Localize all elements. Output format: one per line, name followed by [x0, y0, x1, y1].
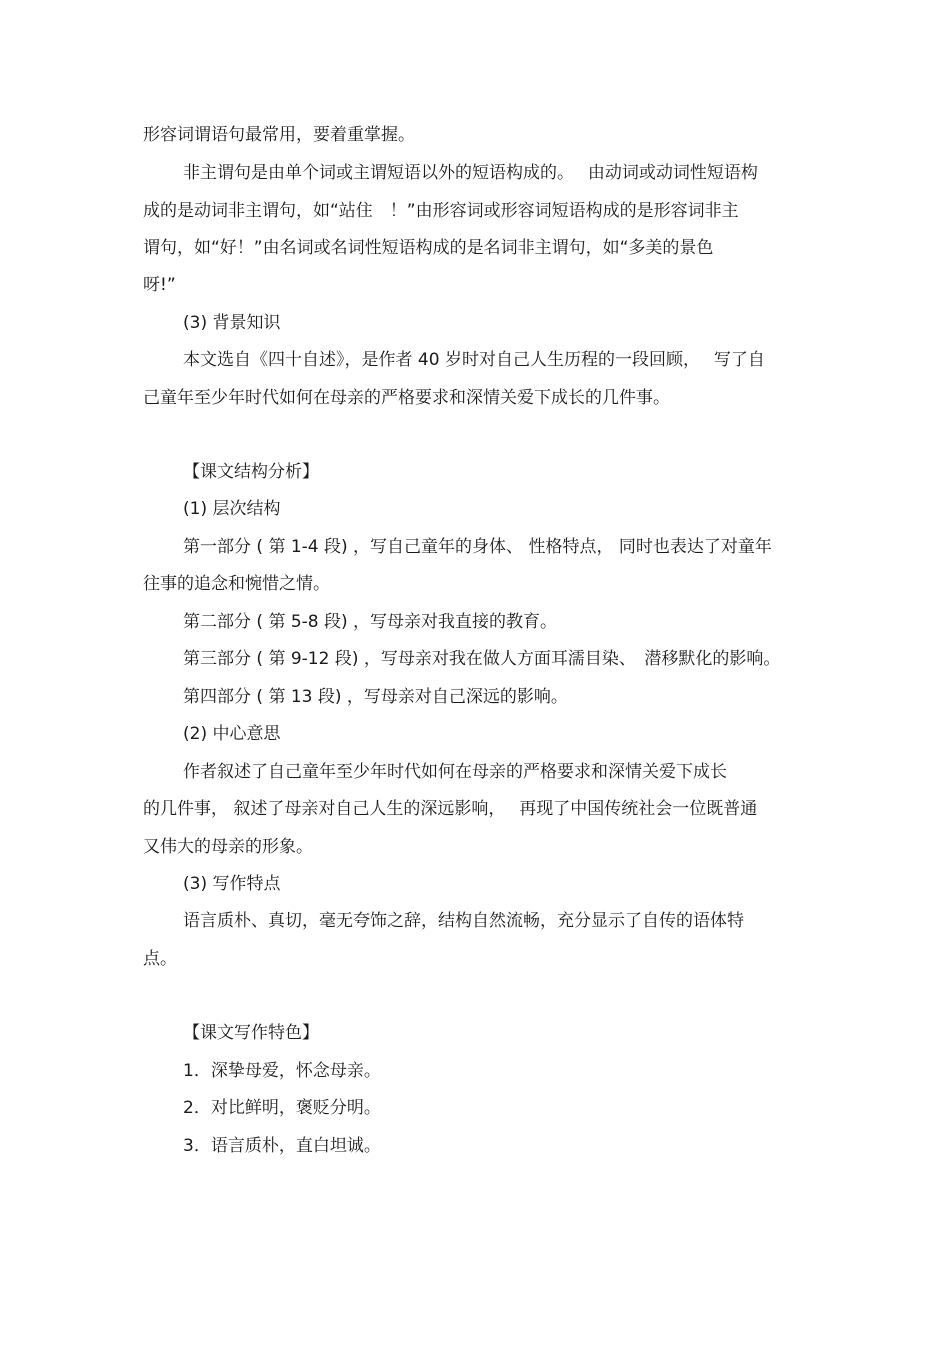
- section-heading: (3) 写作特点: [183, 874, 281, 894]
- section-heading: (3) 背景知识: [183, 313, 281, 333]
- block-heading: 【课文写作特色】: [183, 1023, 319, 1043]
- text-line: 点。: [143, 949, 177, 969]
- text-line: 往事的追念和惋惜之情。: [143, 574, 330, 594]
- section-heading: (1) 层次结构: [183, 499, 281, 519]
- section-heading: (2) 中心意思: [183, 724, 281, 744]
- text-line: 第三部分 ( 第 9-12 段) ，写母亲对我在做人方面耳濡目染、 潜移默化的影响。: [183, 649, 781, 669]
- text-line: 本文选自《四十自述》，是作者 40 岁时对自己人生历程的一段回顾， 写了自: [183, 350, 765, 370]
- text-line: 呀!”: [143, 275, 176, 295]
- text-line: 第四部分 ( 第 13 段) ，写母亲对自己深远的影响。: [183, 687, 568, 707]
- text-line: 形容词谓语句最常用，要着重掌握。: [143, 125, 415, 145]
- text-line: 己童年至少年时代如何在母亲的严格要求和深情关爱下成长的几件事。: [143, 388, 670, 408]
- list-item: 3．语言质朴，直白坦诚。: [183, 1136, 381, 1156]
- text-line: 非主谓句是由单个词或主谓短语以外的短语构成的。 由动词或动词性短语构: [183, 163, 758, 183]
- text-line: 成的是动词非主谓句，如“站住 ！”由形容词或形容词短语构成的是形容词非主: [143, 201, 739, 221]
- text-line: 语言质朴、真切，毫无夸饰之辞，结构自然流畅，充分显示了自传的语体特: [183, 911, 744, 931]
- text-line: 的几件事， 叙述了母亲对自己人生的深远影响， 再现了中国传统社会一位既普通: [143, 799, 758, 819]
- list-item: 2．对比鲜明，褒贬分明。: [183, 1098, 381, 1118]
- text-line: 又伟大的母亲的形象。: [143, 837, 313, 857]
- text-line: 第一部分 ( 第 1-4 段) ，写自己童年的身体、 性格特点， 同时也表达了对童年: [183, 537, 772, 557]
- list-item: 1．深挚母爱，怀念母亲。: [183, 1061, 381, 1081]
- text-line: 谓句，如“好！”由名词或名词性短语构成的是名词非主谓句，如“多美的景色: [143, 238, 714, 258]
- text-line: 作者叙述了自己童年至少年时代如何在母亲的严格要求和深情关爱下成长: [183, 762, 727, 782]
- block-heading: 【课文结构分析】: [183, 462, 319, 482]
- text-line: 第二部分 ( 第 5-8 段) ，写母亲对我直接的教育。: [183, 612, 558, 632]
